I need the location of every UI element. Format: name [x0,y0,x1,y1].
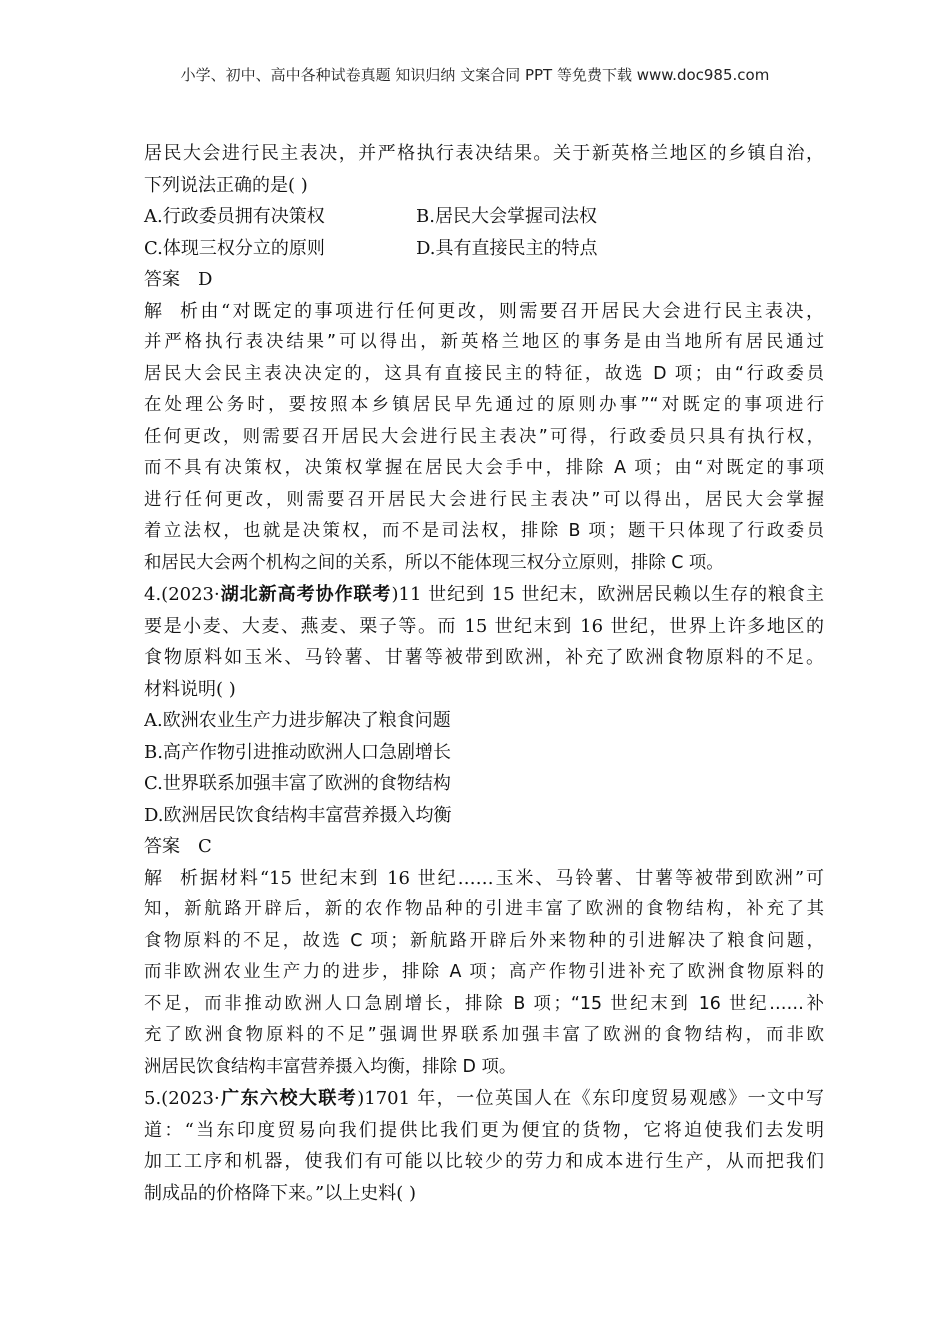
q4-stem-line: 食物原料如玉米、马铃薯、甘薯等被带到欧洲，补充了欧洲食物原料的不足。 [144,647,824,668]
q4-option-c: C.世界联系加强丰富了欧洲的食物结构 [144,773,451,794]
explanation-line: 而不具有决策权，决策权掌握在居民大会手中，排除 A 项；由“对既定的事项 [144,458,824,478]
explanation-line: 任何更改，则需要召开居民大会进行民主表决”可得，行政委员只具有执行权， [144,426,824,447]
q5-stem-line: 制成品的价格降下来。”以上史料( ) [144,1182,416,1204]
q4-option-a: A.欧洲农业生产力进步解决了粮食问题 [144,710,451,731]
q4-stem-text: )11 世纪到 15 世纪末，欧洲居民赖以生存的粮食主 [391,584,824,605]
q3-answer [144,264,824,296]
q4-answer [144,831,824,863]
explanation-label: 解析 [144,300,198,322]
explanation-line: 食物原料的不足，故选 C 项；新航路开辟后外来物种的引进解决了粮食问题， [144,930,824,951]
explanation-line [144,296,824,328]
explanation-line: 和居民大会两个机构之间的关系，所以不能体现三权分立原则，排除 C 项。 [144,552,724,573]
explanation-label: 解析 [144,867,198,889]
q3-stem-line: 下列说法正确的是( ) [144,174,308,196]
q3-stem-line: 居民大会进行民主表决，并严格执行表决结果。关于新英格兰地区的乡镇自治， [144,143,824,164]
explanation-line: 进行任何更改，则需要召开居民大会进行民主表决”可以得出，居民大会掌握 [144,489,824,510]
question-content [144,138,824,1209]
q5-stem [144,1083,824,1209]
q3-option-d: D.具有直接民主的特点 [416,237,598,259]
q4-option-d: D.欧洲居民饮食结构丰富营养摄入均衡 [144,804,452,826]
q5-stem-line: 加工工序和机器，使我们有可能以比较少的劳力和成本进行生产，从而把我们 [144,1151,824,1172]
q4-stem-line [144,579,824,611]
q4-stem-line: 材料说明( ) [144,678,236,700]
explanation-line: 而非欧洲农业生产力的进步，排除 A 项；高产作物引进补充了欧洲食物原料的 [144,962,824,982]
explanation-line: 知，新航路开辟后，新的农作物品种的引进丰富了欧洲的食物结构，补充了其 [144,899,824,919]
q3-explanation [144,296,824,580]
explanation-line: 在处理公务时，要按照本乡镇居民早先通过的原则办事”“对既定的事项进行 [144,395,824,415]
explanation-line: 洲居民饮食结构丰富营养摄入均衡，排除 D 项。 [144,1056,517,1077]
q3-option-c: C.体现三权分立的原则 [144,237,325,259]
answer-value: C [198,836,212,857]
page-header: 小学、初中、高中各种试卷真题 知识归纳 文案合同 PPT 等免费下载 www.doc985.com [180,66,770,84]
q3-option-b: B.居民大会掌握司法权 [416,206,597,227]
q5-number: 5.(2023· [144,1088,220,1109]
q4-explanation [144,863,824,1084]
q5-source: 广东六校大联考 [219,1088,358,1109]
q3-options-row-1 [144,201,824,233]
explanation-text: 由“对既定的事项进行任何更改，则需要召开居民大会进行民主表决， [198,300,824,322]
q4-source: 湖北新高考协作联考 [219,584,392,605]
q3-option-a: A.行政委员拥有决策权 [144,206,325,227]
q4-number: 4.(2023· [144,584,220,605]
explanation-text: 据材料“15 世纪末到 16 世纪……玉米、马铃薯、甘薯等被带到欧洲”可 [198,867,824,889]
answer-label: 答案 [144,836,180,857]
q4-option-b: B.高产作物引进推动欧洲人口急剧增长 [144,741,451,763]
q4-stem-line: 要是小麦、大麦、燕麦、栗子等。而 15 世纪末到 16 世纪，世界上许多地区的 [144,615,824,637]
explanation-line: 着立法权，也就是决策权，而不是司法权，排除 B 项；题干只体现了行政委员 [144,521,824,541]
explanation-line: 居民大会民主表决决定的，这具有直接民主的特征，故选 D 项；由“行政委员 [144,363,824,384]
q3-options-row-2 [144,233,824,265]
q5-stem-text: )1701 年，一位英国人在《东印度贸易观感》一文中写 [357,1088,824,1109]
q4-stem [144,579,824,705]
explanation-line: 并严格执行表决结果”可以得出，新英格兰地区的事务是由当地所有居民通过 [144,332,824,352]
answer-label: 答案 [144,269,180,290]
q5-stem-line: 道：“当东印度贸易向我们提供比我们更为便宜的货物，它将迫使我们去发明 [144,1119,824,1141]
q5-stem-line [144,1083,824,1115]
explanation-line [144,863,824,895]
explanation-line: 不足，而非推动欧洲人口急剧增长，排除 B 项；“15 世纪末到 16 世纪……补 [144,993,824,1014]
answer-value: D [198,269,213,290]
explanation-line: 充了欧洲食物原料的不足”强调世界联系加强丰富了欧洲的食物结构，而非欧 [144,1025,824,1045]
q3-stem [144,138,824,201]
